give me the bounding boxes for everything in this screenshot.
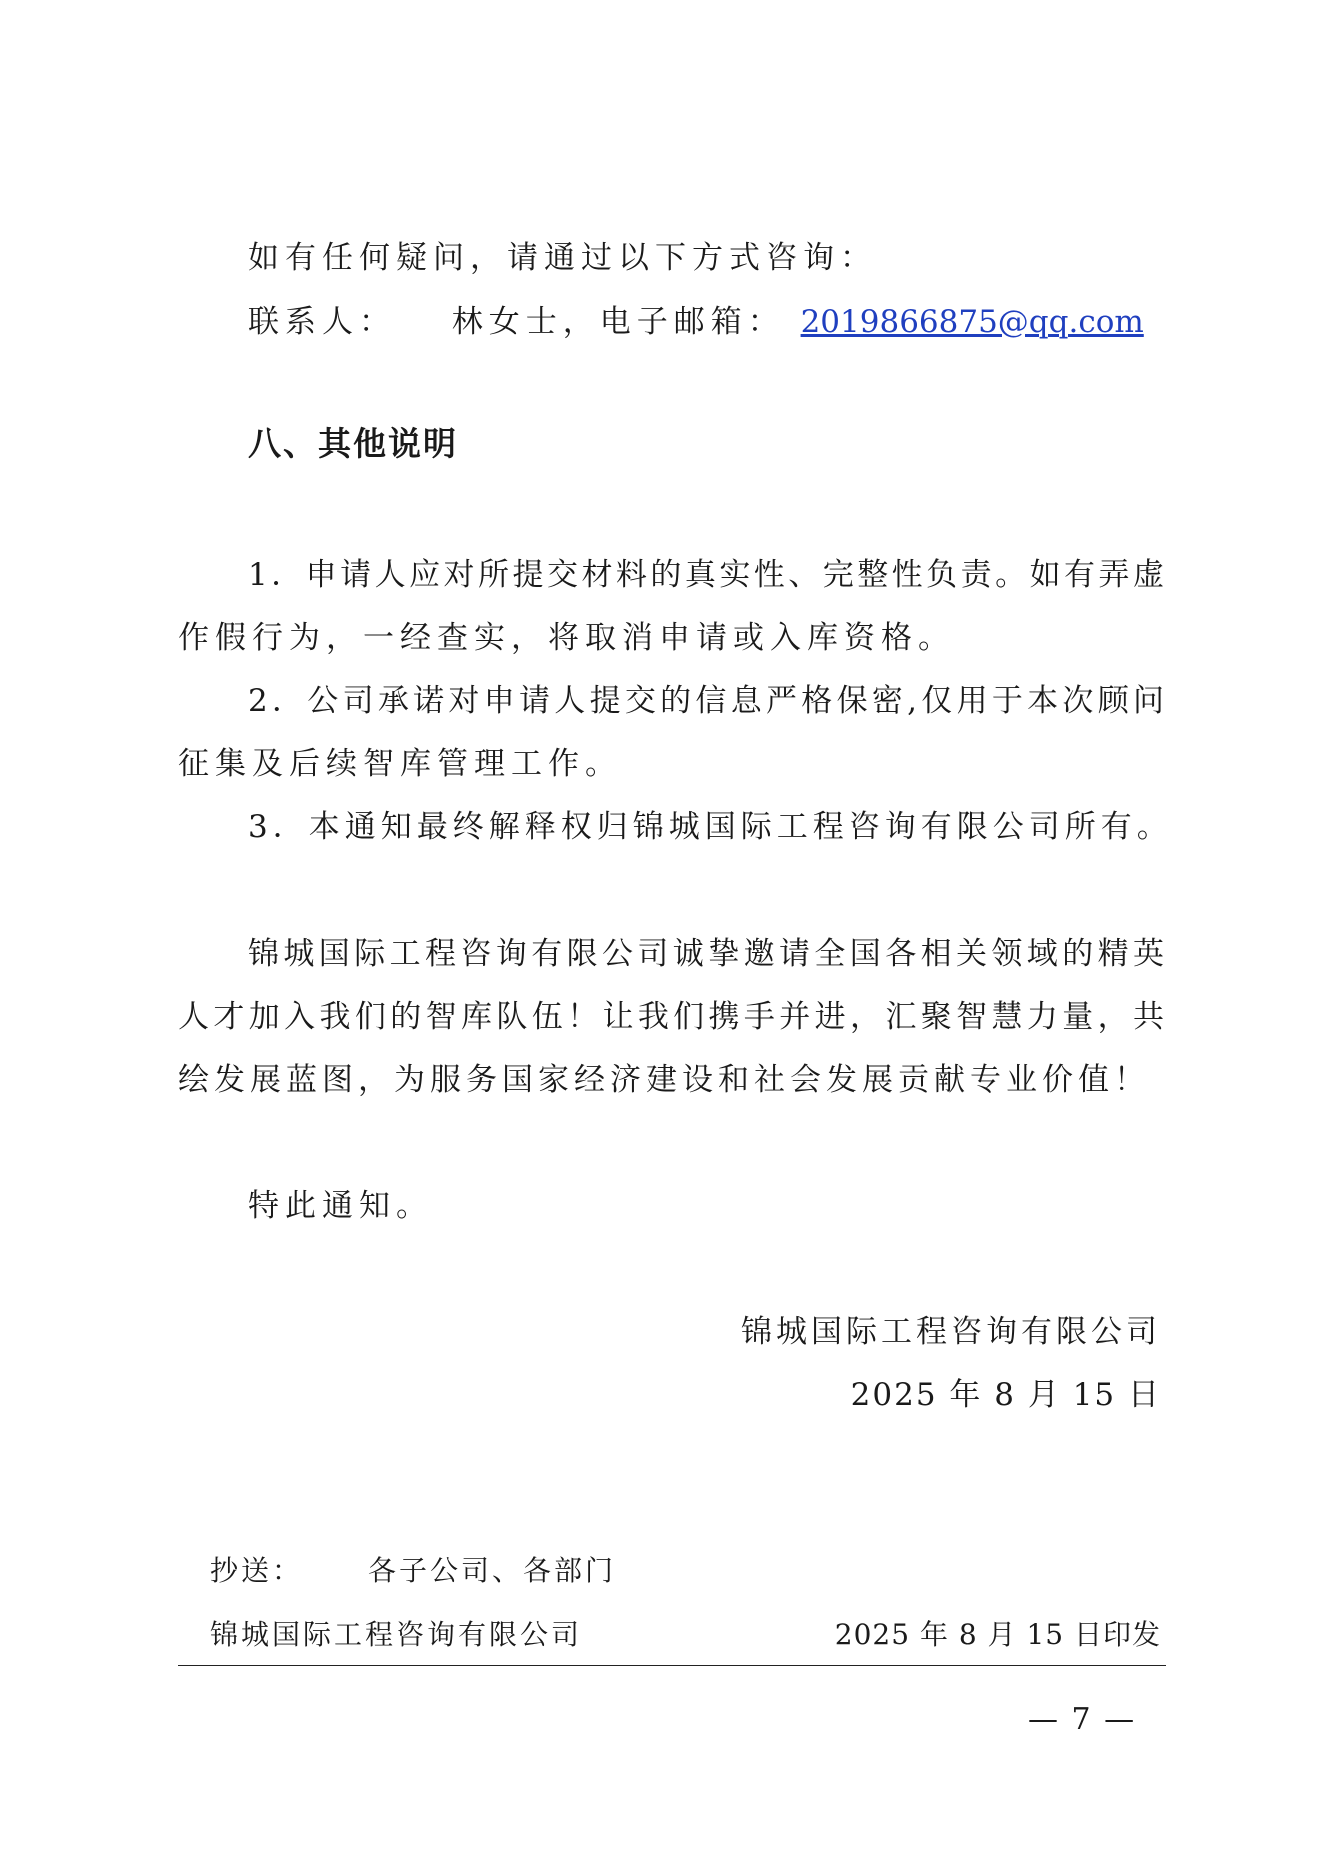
footer-divider (178, 1665, 1166, 1666)
item-1-line-2: 作假行为，一经查实，将取消申请或入库资格。 (178, 620, 955, 656)
cc-label: 抄送： (210, 1554, 304, 1587)
closing-text: 特此通知。 (248, 1188, 433, 1224)
contact-line (248, 302, 1144, 342)
issuer-name: 锦城国际工程咨询有限公司 (210, 1618, 583, 1651)
invitation-line-1: 锦城国际工程咨询有限公司诚挚邀请全国各相关领域的精英 (248, 936, 1164, 972)
invitation-line-2: 人才加入我们的智库队伍！让我们携手并进，汇聚智慧力量，共 (178, 999, 1164, 1035)
item-2-line-2: 征集及后续智库管理工作。 (178, 746, 622, 782)
signature-company: 锦城国际工程咨询有限公司 (741, 1314, 1161, 1350)
issue-date: 2025 年 8 月 15 日印发 (834, 1618, 1161, 1651)
item-2-line-1: 2．公司承诺对申请人提交的信息严格保密,仅用于本次顾问 (248, 683, 1164, 719)
item-1-line-1: 1．申请人应对所提交材料的真实性、完整性负责。如有弄虚 (248, 557, 1164, 593)
email-link[interactable]: 2019866875@qq.com (800, 304, 1144, 340)
contact-intro: 如有任何疑问，请通过以下方式咨询： (248, 240, 877, 276)
section-heading: 八、其他说明 (248, 424, 458, 463)
invitation-line-3: 绘发展蓝图，为服务国家经济建设和社会发展贡献专业价值！ (178, 1062, 1150, 1098)
item-3-line-1: 3．本通知最终解释权归锦城国际工程咨询有限公司所有。 (248, 809, 1173, 845)
page-number: — 7 — (1028, 1702, 1137, 1737)
cc-value: 各子公司、各部门 (368, 1554, 617, 1587)
contact-label: 联系人： (248, 304, 396, 340)
signature-date: 2025 年 8 月 15 日 (850, 1377, 1161, 1413)
contact-person: 林女士，电子邮箱： (451, 304, 785, 340)
